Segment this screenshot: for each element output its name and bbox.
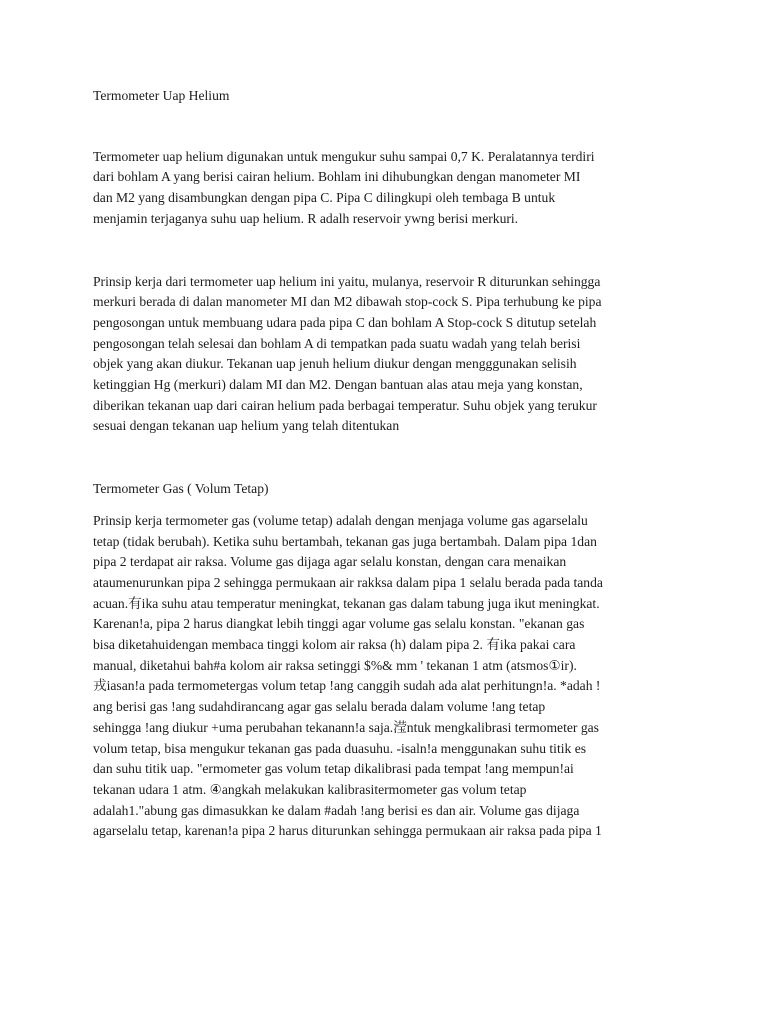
section-title-gas-thermometer: Termometer Gas ( Volum Tetap) xyxy=(93,481,269,497)
document-page xyxy=(93,86,675,842)
helium-thermometer-working-principle: Prinsip kerja dari termometer uap helium ini yaitu, mulanya, reservoir R diturunkan sehingga merkuri berada di dalan manometer MI dan M2 dibawah stop-cock S. Pipa terhubung ke pipa pengosongan untuk membuang udara pada pipa C dan bohlam A Stop-cock S ditutup setelah pengosongan telah selesai dan bohlam A di tempatkan pada suatu wadah yang telah berisi objek yang akan diukur. Tekanan uap jenuh helium diukur dengan mengggunakan selisih ketinggian Hg (merkuri) dalam MI dan M2. Dengan bantuan alas atau meja yang konstan, diberikan tekanan uap dari cairan helium pada berbagai temperatur. Suhu objek yang terukur sesuai dengan tekanan uap helium yang telah ditentukan xyxy=(93,273,602,434)
helium-thermometer-description: Termometer uap helium digunakan untuk mengukur suhu sampai 0,7 K. Peralatannya terdiri dari bohlam A yang berisi cairan helium. Bohlam ini dihubungkan dengan manometer MI dan M2 yang disambungkan dengan pipa C. Pipa C dilingkupi oleh tembaga B untuk menjamin terjaganya suhu uap helium. R adalh reservoir ywng berisi merkuri. xyxy=(93,148,595,226)
section-title-helium-thermometer: Termometer Uap Helium xyxy=(93,88,230,103)
gas-thermometer-working-principle: Prinsip kerja termometer gas (volume tetap) adalah dengan menjaga volume gas agarselalu tetap (tidak berubah). Ketika suhu bertambah, tekanan gas juga bertambah. Dalam pipa 1dan pipa 2 terdapat air raksa. Volume gas dijaga agar selalu konstan, dengan cara menaikan ataumenurunkan pipa 2 sehingga permukaan air rakksa dalam pipa 1 selalu berada pada tanda acuan.有ika suhu atau temperatur meningkat, tekanan gas dalam tabung juga ikut meningkat. Karenan!a, pipa 2 harus diangkat lebih tinggi agar volume gas selalu konstan. "ekanan gas bisa diketahuidengan membaca tinggi kolom air raksa (h) dalam pipa 2. 有ika pakai cara manual, diketahui bah#a kolom air raksa setinggi $%& mm ' tekanan 1 atm (atsmos①ir). 戎iasan!a pada termometergas volum tetap !ang canggih sudah ada alat perhitungn!a. *adah ! ang berisi gas !ang sudahdirancang agar gas selalu berada dalam volume !ang tetap sehingga !ang diukur +uma perubahan tekanann!a saja.滢ntuk mengkalibrasi termometer gas volum tetap, bisa mengukur tekanan gas pada duasuhu. -isaln!a menggunakan suhu titik es dan suhu titik uap. "ermometer gas volum tetap dikalibrasi pada tempat !ang mempun!ai tekanan udara 1 atm. ④angkah melakukan kalibrasitermometer gas volum tetap adalah1."abung gas dimasukkan ke dalam #adah !ang berisi es dan air. Volume gas dijaga agarselalu tetap, karenan!a pipa 2 harus diturunkan sehingga permukaan air raksa pada pipa 1 xyxy=(93,512,603,839)
